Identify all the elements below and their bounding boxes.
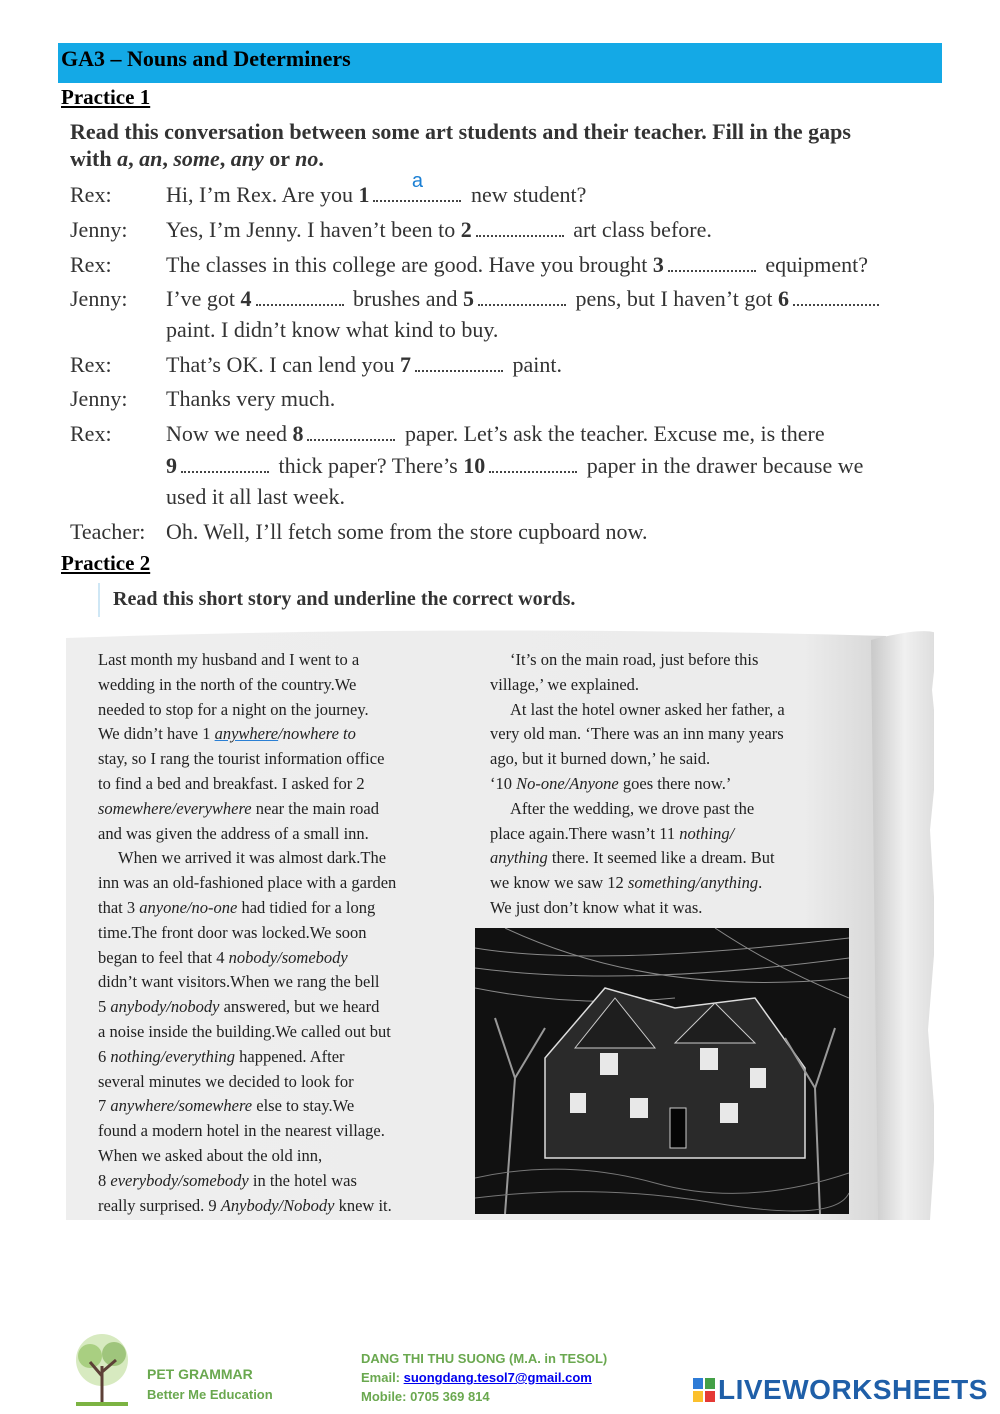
dialogue-line-2: Yes, I’m Jenny. I haven’t been to 2 art class before. <box>166 217 712 243</box>
gap-7[interactable] <box>415 352 503 372</box>
gap-2[interactable] <box>476 217 564 237</box>
dialogue-line-8: Oh. Well, I’ll fetch some from the store cupboard now. <box>166 519 648 544</box>
answer-input-5[interactable] <box>478 274 566 296</box>
dialogue-line-1: Hi, I’m Rex. Are you 1 a new student? <box>166 182 586 208</box>
choice-5[interactable]: anybody/nobody <box>110 997 220 1017</box>
practice-1-heading: Practice 1 <box>61 85 151 109</box>
answer-input-1[interactable] <box>373 170 461 192</box>
speaker-label: Rex: <box>70 182 112 207</box>
gap-9[interactable] <box>181 453 269 473</box>
dialogue-line-5: That’s OK. I can lend you 7 paint. <box>166 352 562 378</box>
answer-input-3[interactable] <box>668 240 756 262</box>
instruction-marker <box>62 583 100 617</box>
speaker-label: Jenny: <box>70 217 128 242</box>
gap-8[interactable] <box>307 421 395 441</box>
liveworksheets-logo: LIVEWORKSHEETS <box>718 1374 988 1405</box>
answer-input-8[interactable] <box>307 409 395 431</box>
liveworksheets-logo-icon <box>693 1378 715 1402</box>
tree-logo-icon <box>66 1332 138 1408</box>
choice-6[interactable]: nothing/everything <box>110 1046 236 1066</box>
speaker-label: Rex: <box>70 421 112 446</box>
title-banner <box>58 43 942 83</box>
brand-tagline: Better Me Education <box>147 1387 273 1402</box>
haunted-house-illustration <box>475 928 849 1214</box>
practice-1-instruction <box>70 118 950 172</box>
dialogue-line-6: Thanks very much. <box>166 386 336 411</box>
choice-1[interactable]: anywhere <box>214 724 279 744</box>
choice-12[interactable]: something/anything <box>627 873 759 893</box>
gap-4[interactable] <box>256 286 344 306</box>
author-name: DANG THI THU SUONG (M.A. in TESOL) <box>361 1351 608 1366</box>
choice-8[interactable]: everybody/somebody <box>110 1170 249 1190</box>
choice-11[interactable]: nothing/ <box>679 823 735 843</box>
choice-3[interactable]: anyone/no-one <box>139 897 238 917</box>
dialogue-line-7-cont: 9 thick paper? There’s 10 paper in the drawer because we <box>166 453 863 479</box>
answer-input-6[interactable] <box>793 274 879 296</box>
dialogue-line-7: Now we need 8 paper. Let’s ask the teacher. Excuse me, is there <box>166 421 825 447</box>
dialogue-line-3: The classes in this college are good. Have you brought 3 equipment? <box>166 252 868 278</box>
answer-input-9[interactable] <box>181 441 269 463</box>
dialogue-line-4-cont: paint. I didn’t know what kind to buy. <box>166 317 499 342</box>
instruction-line-2: with a, an, some, any or no. <box>70 146 324 171</box>
story-right-column: ‘It’s on the main road, just before this village,’ we explained. At last the hotel owner asked her father, a very old man. ‘There was an inn many years ago, but it burned down,’ he said. ‘10 No-one/Anyone goes there now.’ After the wedding, we drove past the place again.There wasn’t 11 nothing/ anything there. It seemed like a dream. But we know we saw 12 something/anything. We just don’t know what it was. <box>490 650 785 917</box>
speaker-label: Jenny: <box>70 386 128 411</box>
dialogue-line-4: I’ve got 4 brushes and 5 pens, but I haven’t got 6 <box>166 286 883 312</box>
choice-11b[interactable]: anything <box>490 848 548 868</box>
gap-6[interactable] <box>793 286 879 306</box>
page-title: GA3 – Nouns and Determiners <box>61 46 351 71</box>
speaker-label: Rex: <box>70 352 112 377</box>
choice-9[interactable]: Anybody/Nobody <box>220 1195 335 1215</box>
gap-5[interactable] <box>478 286 566 306</box>
answer-input-10[interactable] <box>489 441 577 463</box>
answer-input-7[interactable] <box>415 340 503 362</box>
speaker-label: Jenny: <box>70 286 128 311</box>
email-link[interactable]: suongdang.tesol7@gmail.com <box>403 1370 592 1385</box>
gap-3[interactable] <box>668 252 756 272</box>
dialogue-line-7-cont2: used it all last week. <box>166 484 346 509</box>
brand-name: PET GRAMMAR <box>147 1366 253 1382</box>
choice-2[interactable]: somewhere/everywhere <box>98 798 252 818</box>
instruction-line-1: Read this conversation between some art students and their teacher. Fill in the gaps <box>70 119 851 144</box>
speaker-label: Rex: <box>70 252 112 277</box>
practice-2-instruction: Read this short story and underline the correct words. <box>113 588 576 610</box>
choice-4[interactable]: nobody/somebody <box>228 947 348 967</box>
gap-10[interactable] <box>489 453 577 473</box>
author-email: Email: suongdang.tesol7@gmail.com <box>361 1370 592 1385</box>
answer-input-2[interactable] <box>476 205 564 227</box>
gap-1[interactable] <box>373 182 461 202</box>
story-left-column: Last month my husband and I went to a wedding in the north of the country.We needed to stop for a night on the journey. We didn’t have 1 anywhere/nowhere to stay, so I rang the tourist information office to find a bed and breakfast. I asked for 2 somewhere/everywhere near the main road and was given the address of a small inn. When we arrived it was almost dark.The inn was an old-fashioned place with a garden that 3 anyone/no-one had tidied for a long time.The front door was locked.We soon began to feel that 4 nobody/somebody didn’t want visitors.When we rang the bell 5 anybody/nobody answered, but we heard a noise inside the building.We called out but 6 nothing/everything happened. After several minutes we decided to look for 7 anywhere/somewhere else to stay.We found a modern hotel in the nearest village. When we asked about the old inn, 8 everybody/somebody in the hotel was really surprised. 9 Anybody/Nobody knew it. <box>98 650 397 1215</box>
choice-7[interactable]: anywhere/somewhere <box>110 1096 253 1116</box>
choice-10[interactable]: No-one/Anyone <box>516 773 619 793</box>
speaker-label: Teacher: <box>70 519 146 544</box>
author-mobile: Mobile: 0705 369 814 <box>361 1389 490 1404</box>
practice-2-heading: Practice 2 <box>61 551 151 575</box>
answer-input-4[interactable] <box>256 274 344 296</box>
